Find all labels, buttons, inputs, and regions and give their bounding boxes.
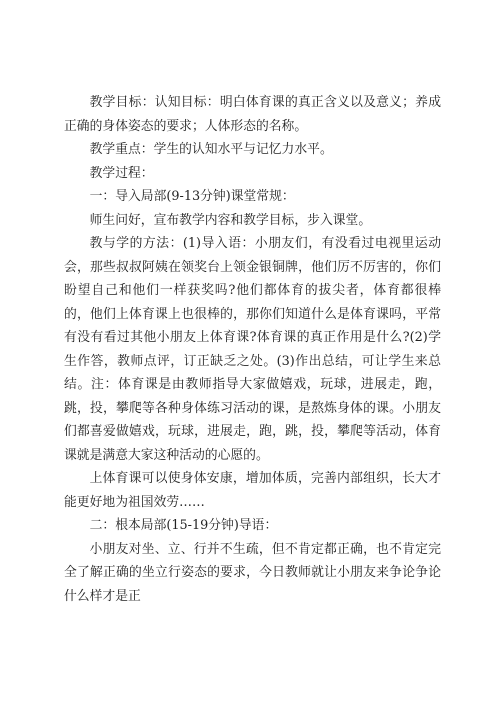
section-two-heading: 二：根本局部(15-19分钟)导语： — [89, 518, 278, 533]
greeting-paragraph: 师生问好，宣布教学内容和教学目标，步入课堂。 — [89, 212, 372, 228]
pe-benefits-paragraph: 上体育课可以使身体安康，增加体质，完善内部组织，长大才能更好地为祖国效劳…… — [64, 471, 441, 510]
teaching-method-paragraph: 教与学的方法：(1)导入语：小朋友们，有没看过电视里运动会，那些叔叔阿姨在领奖台上领金银铜牌，他们厉不厉害的，你们盼望自己和他们一样获奖吗?他们都体育的拔尖者，体育都很棒的，他们上体育课上也很棒的，那你们知道什么是体育课吗，平常有没有看过其他小朋友上体育课?体育课的真正作用是什么?(2)学生作答，教师点评，订正缺乏之处。(3)作出总结，可让学生来总结。注：体育课是由教师指导大家做嬉戏，玩球，进展走，跑，跳，投，攀爬等各种身体练习活动的课，是熬炼身体的课。小朋友们都喜爱做嬉戏，玩球，进展走，跑，跳，投，攀爬等活动，体育课就是满意大家这种活动的心愿的。 — [64, 236, 441, 463]
teaching-focus-paragraph: 教学重点：学生的认知水平与记忆力水平。 — [89, 142, 333, 157]
section-one-heading: 一：导入局部(9-13分钟)课堂常规： — [89, 189, 295, 204]
document-body — [64, 91, 441, 608]
teaching-process-heading: 教学过程： — [89, 165, 154, 181]
teaching-objectives-paragraph: 教学目标：认知目标：明白体育课的真正含义以及意义；养成正确的身体姿态的要求；人体形态的名称。 — [64, 95, 441, 134]
posture-intro-paragraph: 小朋友对坐、立、行并不生疏，但不肯定都正确，也不肯定完全了解正确的坐立行姿态的要求，今日教师就让小朋友来争论争论什么样才是正 — [64, 541, 441, 604]
